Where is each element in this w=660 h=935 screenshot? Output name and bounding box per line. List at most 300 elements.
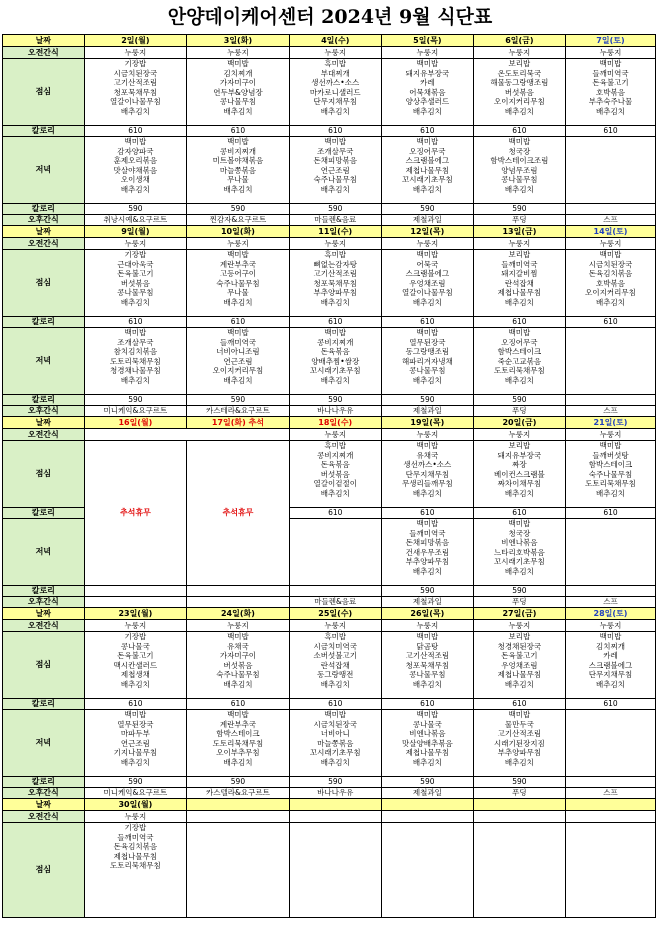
dinner-calorie-cell: 590 xyxy=(84,777,187,788)
menu-item: 콩비지찌개 xyxy=(219,146,257,156)
menu-item: 고기산적조림 xyxy=(497,729,542,738)
day-header: 11일(수) xyxy=(289,226,381,238)
menu-item: 함박스테이크 xyxy=(588,460,633,469)
day-header: 9일(월) xyxy=(84,226,187,238)
menu-item: 흑미밥 xyxy=(324,59,347,68)
day-header: 27일(금) xyxy=(473,608,565,620)
menu-item: 호박볶음 xyxy=(595,278,625,288)
date-label: 날짜 xyxy=(3,35,85,47)
menu-item: 기장밥 xyxy=(124,823,147,832)
dinner-calorie-cell: 590 xyxy=(84,395,187,406)
dinner-calorie-cell: 590 xyxy=(381,777,473,788)
menu-item: 돈육불고기 xyxy=(592,78,629,87)
dinner-cell xyxy=(473,137,565,204)
day-header: 19일(목) xyxy=(381,417,473,429)
menu-item: 도토리묵채무침 xyxy=(110,356,161,366)
dinner-cell xyxy=(187,328,290,395)
pm-snack-cell: 찐감자&요구르트 xyxy=(187,215,290,226)
menu-item: 배추김치 xyxy=(412,106,442,116)
am-snack-cell: 누룽지 xyxy=(565,238,655,250)
menu-item: 란석잡채 xyxy=(320,660,350,670)
pm-snack-cell: 바나나우유 xyxy=(289,788,381,799)
pm-snack-label: 오후간식 xyxy=(3,597,85,608)
menu-item: 백미밥 xyxy=(599,632,622,641)
day-header: 20일(금) xyxy=(473,417,565,429)
menu-item: 들깨버섯탕 xyxy=(592,450,629,460)
lunch-calorie-cell: 610 xyxy=(473,317,565,328)
menu-item: 배추김치 xyxy=(412,757,442,767)
menu-item: 열갈이나물무침 xyxy=(110,97,161,106)
dinner-calorie-cell xyxy=(84,586,187,597)
menu-item: 콩나물무침 xyxy=(409,670,446,679)
lunch-calorie-cell: 610 xyxy=(565,699,655,710)
day-header: 18일(수) xyxy=(289,417,381,429)
menu-item: 청경채나물무침 xyxy=(110,366,161,375)
lunch-cell xyxy=(289,441,381,508)
day-header: 10일(화) xyxy=(187,226,290,238)
pm-snack-label: 오후간식 xyxy=(3,406,85,417)
lunch-calorie-cell: 610 xyxy=(84,317,187,328)
lunch-cell xyxy=(187,632,290,699)
menu-item: 단무지채무침 xyxy=(405,469,450,479)
menu-item: 콩나물무침 xyxy=(219,97,257,106)
lunch-cell xyxy=(565,441,655,508)
menu-item: 고기산적조림 xyxy=(313,269,357,278)
menu-item: 콩나물무침 xyxy=(409,366,446,375)
lunch-cell xyxy=(289,632,381,699)
menu-item: 해파리겨자냉채 xyxy=(401,356,453,366)
menu-item: 배추김치 xyxy=(412,679,442,689)
menu-item: 카레 xyxy=(420,78,435,87)
page-title: 안양데이케어센터 2024년 9월 식단표 xyxy=(167,6,493,28)
menu-item: 제첩나물무침 xyxy=(405,748,450,757)
lunch-calorie-cell: 610 xyxy=(289,126,381,137)
lunch-calorie-cell: 610 xyxy=(381,508,473,519)
menu-item: 백미밥 xyxy=(227,137,249,146)
menu-item: 동그랑땡조림 xyxy=(405,347,450,356)
menu-item: 청국장 xyxy=(508,528,531,538)
lunch-cell xyxy=(84,823,187,918)
lunch-cell xyxy=(565,632,655,699)
meal-plan-table xyxy=(2,34,656,918)
menu-item: 함박스테이크 xyxy=(216,729,260,738)
menu-item: 백미밥 xyxy=(324,710,347,719)
menu-item: 열무된장국 xyxy=(117,719,154,729)
dinner-cell xyxy=(565,328,655,395)
menu-item: 참치김치볶음 xyxy=(113,347,158,356)
lunch-calorie-cell: 610 xyxy=(565,508,655,519)
day-header: 30일(월) xyxy=(84,799,187,811)
lunch-cell xyxy=(381,632,473,699)
dinner-cell xyxy=(381,710,473,777)
menu-item: 배추김치 xyxy=(223,297,253,307)
lunch-cell xyxy=(84,250,187,317)
menu-item: 백미밥 xyxy=(416,441,439,450)
menu-item: 버섯볶음 xyxy=(120,278,150,288)
date-label: 날짜 xyxy=(3,226,85,238)
menu-item: 열무된장국 xyxy=(409,337,446,347)
pm-snack-cell: 카스테라&요구르트 xyxy=(187,406,290,417)
menu-item: 돈채피망볶음 xyxy=(405,538,450,547)
am-snack-label: 오전간식 xyxy=(3,429,85,441)
pm-snack-cell: 스프 xyxy=(565,597,655,608)
menu-item: 돈육불고기 xyxy=(117,651,154,660)
menu-item: 뼈없는감자탕 xyxy=(313,259,357,269)
calorie-label: 칼로리 xyxy=(3,586,85,597)
menu-item: 오징어무국 xyxy=(501,337,538,347)
menu-item: 배추김치 xyxy=(120,757,150,767)
menu-item: 유채국 xyxy=(416,450,439,460)
menu-item: 배추김치 xyxy=(595,106,625,116)
lunch-calorie-cell: 610 xyxy=(381,699,473,710)
menu-item: 백미밥 xyxy=(416,328,439,337)
menu-item: 스크램블에그 xyxy=(405,269,450,278)
menu-item: 꼬시래기초무침 xyxy=(309,748,361,757)
menu-item: 청포묵채무침 xyxy=(113,87,158,97)
dinner-cell xyxy=(565,710,655,777)
am-snack-cell: 누룽지 xyxy=(565,429,655,441)
dinner-cell xyxy=(473,519,565,586)
am-snack-cell: 누룽지 xyxy=(565,620,655,632)
am-snack-cell xyxy=(289,811,381,823)
day-header: 5일(목) xyxy=(381,35,473,47)
menu-item: 가자미구이 xyxy=(219,651,257,660)
am-snack-cell: 누룽지 xyxy=(187,620,290,632)
am-snack-cell xyxy=(381,811,473,823)
menu-item: 배추김치 xyxy=(223,375,253,385)
menu-item: 백미밥 xyxy=(324,137,347,146)
am-snack-cell xyxy=(473,811,565,823)
day-header: 13일(금) xyxy=(473,226,565,238)
lunch-calorie-cell: 610 xyxy=(565,126,655,137)
calorie-label: 칼로리 xyxy=(3,126,85,137)
menu-item: 비엔나볶음 xyxy=(409,729,446,738)
menu-item: 배추김치 xyxy=(223,106,253,116)
menu-item: 제첩나물무침 xyxy=(405,165,450,175)
menu-item: 배추김치 xyxy=(320,488,350,498)
menu-item: 들깨미역국 xyxy=(117,832,154,842)
menu-item: 건새우무조림 xyxy=(405,547,450,557)
menu-item: 콩나물국 xyxy=(412,719,442,729)
menu-item: 시금치된장국 xyxy=(588,259,633,269)
day-header xyxy=(289,799,381,811)
dinner-calorie-cell: 590 xyxy=(289,204,381,215)
dinner-calorie-cell: 590 xyxy=(473,395,565,406)
lunch-cell xyxy=(381,823,473,918)
date-label: 날짜 xyxy=(3,417,85,429)
menu-item: 배추김치 xyxy=(120,679,150,689)
pm-snack-cell: 푸딩 xyxy=(473,406,565,417)
am-snack-cell: 누룽지 xyxy=(289,429,381,441)
menu-item: 마늘쫑볶음 xyxy=(219,165,257,175)
menu-item: 백미밥 xyxy=(227,632,249,641)
menu-item: 배추김치 xyxy=(412,297,442,307)
menu-item: 배추김치 xyxy=(412,375,442,385)
lunch-cell xyxy=(565,250,655,317)
dinner-calorie-cell: 590 xyxy=(289,777,381,788)
menu-item: 짜차이채무침 xyxy=(497,479,542,488)
menu-item: 유채국 xyxy=(227,641,249,651)
menu-item: 돈육불고기 xyxy=(117,269,154,278)
date-label: 날짜 xyxy=(3,608,85,620)
menu-item: 함박스테이크 xyxy=(497,347,542,356)
dinner-label: 저녁 xyxy=(3,137,85,204)
calorie-label: 칼로리 xyxy=(3,699,85,710)
holiday-empty xyxy=(84,429,289,441)
menu-item: 단무지채무침 xyxy=(588,670,633,679)
calorie-label: 칼로리 xyxy=(3,777,85,788)
dinner-calorie-cell: 590 xyxy=(381,395,473,406)
dinner-calorie-cell: 590 xyxy=(289,395,381,406)
dinner-calorie-cell xyxy=(565,586,655,597)
menu-item: 부추숙주나물 xyxy=(588,97,633,106)
menu-item: 보리밥 xyxy=(508,59,531,68)
day-header xyxy=(187,799,290,811)
am-snack-cell: 누룽지 xyxy=(473,238,565,250)
menu-item: 단무지채무침 xyxy=(313,97,357,106)
menu-item: 배추김치 xyxy=(320,297,350,307)
menu-item: 배추김치 xyxy=(120,297,150,307)
pm-snack-label: 오후간식 xyxy=(3,215,85,226)
menu-item: 배추김치 xyxy=(223,184,253,194)
menu-item: 버섯볶음 xyxy=(504,87,534,97)
pm-snack-cell: 푸딩 xyxy=(473,215,565,226)
day-header: 4일(수) xyxy=(289,35,381,47)
menu-item: 소버섯불고기 xyxy=(313,651,357,660)
menu-item: 꼬시래기초무침 xyxy=(494,557,545,566)
menu-item: 양념무조림 xyxy=(501,165,538,175)
menu-item: 백미밥 xyxy=(227,710,249,719)
menu-item: 버섯볶음 xyxy=(320,469,350,479)
dinner-cell xyxy=(381,328,473,395)
menu-item: 돈채피망볶음 xyxy=(313,156,357,165)
menu-item: 기장밥 xyxy=(124,632,147,641)
menu-item: 물만두국 xyxy=(504,719,534,729)
dinner-cell xyxy=(289,328,381,395)
menu-item: 기장밥 xyxy=(124,59,147,68)
lunch-cell xyxy=(187,59,290,126)
menu-item: 무나물 xyxy=(227,175,249,184)
am-snack-cell: 누룽지 xyxy=(381,620,473,632)
lunch-calorie-cell: 610 xyxy=(289,508,381,519)
dinner-cell xyxy=(473,328,565,395)
menu-item: 시금치된장국 xyxy=(313,719,357,729)
dinner-calorie-cell xyxy=(289,586,381,597)
menu-item: 베이컨스크램블 xyxy=(494,469,545,479)
menu-item: 흑미밥 xyxy=(324,632,347,641)
dinner-cell xyxy=(289,519,381,586)
dinner-calorie-cell: 590 xyxy=(473,204,565,215)
menu-item: 숙주나물무침 xyxy=(216,278,260,288)
day-header xyxy=(381,799,473,811)
menu-item: 너비아니 xyxy=(320,729,350,738)
menu-item: 들깨미역국 xyxy=(501,259,538,269)
menu-item: 란석잡채 xyxy=(504,278,534,288)
menu-item: 돼지유부장국 xyxy=(405,68,450,78)
menu-item: 백미밥 xyxy=(508,519,531,528)
dinner-cell xyxy=(84,710,187,777)
menu-item: 오이부추무침 xyxy=(216,748,260,757)
lunch-cell xyxy=(381,59,473,126)
lunch-cell xyxy=(289,59,381,126)
lunch-label: 점심 xyxy=(3,59,85,126)
menu-item: 호박볶음 xyxy=(595,87,625,97)
menu-item: 배추김치 xyxy=(412,488,442,498)
menu-item: 훈제오리볶음 xyxy=(113,156,158,165)
menu-item: 시래기된장지짐 xyxy=(494,738,545,748)
menu-item: 배추김치 xyxy=(504,488,534,498)
lunch-cell xyxy=(473,59,565,126)
am-snack-cell: 누룽지 xyxy=(84,620,187,632)
holiday-cell: 추석휴무 xyxy=(187,441,290,586)
lunch-calorie-cell: 610 xyxy=(289,699,381,710)
dinner-calorie-cell xyxy=(565,204,655,215)
menu-item: 배추김치 xyxy=(120,106,150,116)
menu-item: 오이지커리무침 xyxy=(494,97,545,106)
menu-item: 배추김치 xyxy=(320,757,350,767)
dinner-calorie-cell: 590 xyxy=(187,395,290,406)
pm-snack-cell: 푸딩 xyxy=(473,788,565,799)
menu-item: 우엉채조림 xyxy=(409,278,446,288)
menu-item: 콩나물국 xyxy=(120,641,150,651)
menu-item: 맥시칸샐러드 xyxy=(113,660,158,670)
menu-item: 제첩나물무침 xyxy=(113,851,158,861)
am-snack-cell: 누룽지 xyxy=(381,429,473,441)
day-header: 16일(월) xyxy=(84,417,187,429)
menu-item: 죽순고교볶음 xyxy=(497,356,542,366)
menu-item: 김치찌개 xyxy=(595,641,625,651)
dinner-calorie-cell: 590 xyxy=(473,777,565,788)
menu-item: 배추김치 xyxy=(504,297,534,307)
menu-item: 배추김치 xyxy=(320,184,350,194)
menu-item: 생선까스•소스 xyxy=(403,460,452,469)
calorie-label: 칼로리 xyxy=(3,395,85,406)
menu-item: 기지나물무침 xyxy=(113,748,158,757)
menu-item: 고등어구이 xyxy=(219,269,257,278)
menu-item: 콩비지찌개 xyxy=(317,337,354,347)
menu-item: 기장밥 xyxy=(124,250,147,259)
meal-plan-body xyxy=(3,35,656,918)
am-snack-cell: 누룽지 xyxy=(84,238,187,250)
menu-item: 꼬시래기초무침 xyxy=(401,175,453,184)
day-header: 6일(금) xyxy=(473,35,565,47)
am-snack-cell: 누룽지 xyxy=(84,811,187,823)
menu-item: 오이지커리무침 xyxy=(585,288,636,297)
menu-item: 어묵국 xyxy=(416,259,439,269)
am-snack-cell: 누룽지 xyxy=(84,47,187,59)
dinner-calorie-cell xyxy=(565,777,655,788)
menu-item: 계란부추국 xyxy=(219,259,257,269)
calorie-label: 칼로리 xyxy=(3,204,85,215)
lunch-cell xyxy=(84,632,187,699)
menu-item: 연근조림 xyxy=(223,356,253,366)
menu-item: 숙주나물무침 xyxy=(588,469,633,479)
menu-item: 열갈이겉절이 xyxy=(313,479,357,488)
dinner-calorie-cell: 590 xyxy=(84,204,187,215)
am-snack-cell: 누룽지 xyxy=(289,620,381,632)
pm-snack-cell: 취낭시예&요구르트 xyxy=(84,215,187,226)
menu-item: 백미밥 xyxy=(599,441,622,450)
menu-item: 배추김치 xyxy=(504,679,534,689)
dinner-calorie-cell: 590 xyxy=(381,586,473,597)
day-header: 14일(토) xyxy=(565,226,655,238)
menu-item: 부추양파무침 xyxy=(313,288,357,297)
menu-item: 도토리묵채무침 xyxy=(494,366,545,375)
dinner-calorie-cell: 590 xyxy=(187,204,290,215)
menu-item: 양상추샐러드 xyxy=(405,97,450,106)
dinner-cell xyxy=(565,519,655,586)
menu-item: 돈육김치볶음 xyxy=(113,842,158,851)
pm-snack-cell: 바나나우유 xyxy=(289,406,381,417)
menu-item: 연두부&양념장 xyxy=(213,87,263,97)
menu-item: 배추김치 xyxy=(320,106,350,116)
menu-item: 백미밥 xyxy=(324,328,347,337)
day-header: 26일(목) xyxy=(381,608,473,620)
menu-item: 배추김치 xyxy=(595,297,625,307)
pm-snack-cell: 미니케익&요구르트 xyxy=(84,406,187,417)
menu-item: 부추양파무침 xyxy=(405,557,450,566)
menu-item: 백미밥 xyxy=(416,632,439,641)
am-snack-cell: 누룽지 xyxy=(187,238,290,250)
menu-item: 무나물 xyxy=(227,288,249,297)
am-snack-cell: 누룽지 xyxy=(289,47,381,59)
dinner-cell xyxy=(187,710,290,777)
am-snack-cell: 누룽지 xyxy=(473,47,565,59)
lunch-label: 점심 xyxy=(3,823,85,918)
menu-item: 짜장 xyxy=(512,460,527,469)
dinner-calorie-cell xyxy=(187,586,290,597)
menu-item: 생선까스•소스 xyxy=(311,78,360,87)
dinner-cell xyxy=(84,328,187,395)
menu-item: 들깨미역국 xyxy=(592,68,629,78)
menu-item: 숙주나물무침 xyxy=(313,175,357,184)
lunch-cell xyxy=(565,823,655,918)
menu-item: 버섯볶음 xyxy=(223,660,253,670)
menu-item: 도토리묵채무침 xyxy=(110,861,161,870)
dinner-label: 저녁 xyxy=(3,519,85,586)
menu-item: 오징어무국 xyxy=(409,146,446,156)
menu-item: 비엔나볶음 xyxy=(501,538,538,547)
menu-item: 조개살무국 xyxy=(317,146,354,156)
menu-item: 콩나물무침 xyxy=(501,175,538,184)
menu-item: 배추김치 xyxy=(504,184,534,194)
menu-item: 백미밥 xyxy=(124,137,147,146)
dinner-cell xyxy=(381,137,473,204)
menu-item: 백미밥 xyxy=(416,250,439,259)
am-snack-cell: 누룽지 xyxy=(565,47,655,59)
menu-item: 느타리호박볶음 xyxy=(494,547,545,557)
menu-item: 오이지커리무침 xyxy=(212,366,264,375)
menu-item: 온도토리묵국 xyxy=(497,68,542,78)
menu-item: 돈육볶음 xyxy=(320,460,350,469)
menu-item: 도토리묵채무침 xyxy=(585,479,636,488)
day-header xyxy=(473,799,565,811)
lunch-calorie-cell: 610 xyxy=(187,699,290,710)
menu-item: 보리밥 xyxy=(508,250,531,259)
calorie-label: 칼로리 xyxy=(3,317,85,328)
pm-snack-cell: 제철과일 xyxy=(381,406,473,417)
pm-snack-cell xyxy=(187,597,290,608)
lunch-calorie-cell: 610 xyxy=(84,699,187,710)
menu-item: 꼬시래기초무침 xyxy=(309,366,361,375)
menu-item: 김치찌개 xyxy=(223,68,253,78)
am-snack-label: 오전간식 xyxy=(3,238,85,250)
pm-snack-cell xyxy=(84,597,187,608)
menu-item: 청경채된장국 xyxy=(497,641,542,651)
lunch-cell xyxy=(565,59,655,126)
menu-item: 들깨미역국 xyxy=(219,337,257,347)
menu-item: 근대아욱국 xyxy=(117,259,154,269)
